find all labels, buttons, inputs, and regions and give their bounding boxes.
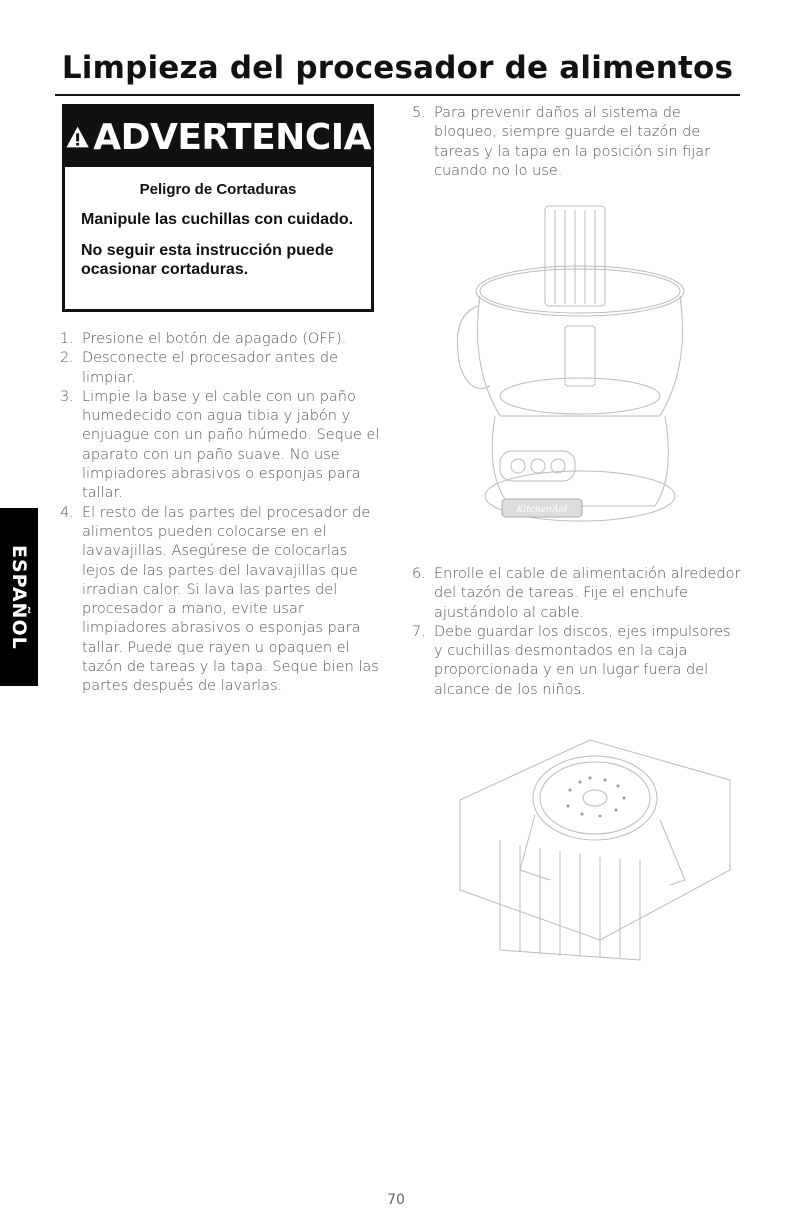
list-item [60,330,380,349]
step-text: Debe guardar los discos, ejes impulsores y cuchillas desmontados en la caja proporcionada y en un lugar fuera del alcance de los niños. [434,623,731,698]
warning-triangle-icon [65,121,90,153]
step-text: Presione el botón de apagado (OFF). [82,331,347,347]
list-item [412,623,742,700]
language-tab-label: ESPAÑOL [8,544,30,650]
title-divider [55,94,740,96]
step-number: 2. [60,350,74,367]
page-number: 70 [387,1192,405,1208]
step-text: Desconecte el procesador antes de limpiar. [82,350,339,386]
warning-header [65,107,371,167]
warning-body [65,167,371,279]
language-tab [0,508,38,686]
list-item [412,104,742,181]
list-item [60,504,380,697]
step-number: 6. [412,566,426,582]
list-item [412,565,742,623]
step-text: Enrolle el cable de alimentación alrededor del tazón de tareas. Fije el enchufe ajustándolo al cable. [434,566,741,621]
warning-subtitle: Peligro de Cortaduras [139,181,297,198]
storage-case-illustration [440,720,740,970]
food-processor-illustration [450,196,740,546]
cleaning-steps-right-top [412,104,742,181]
step-text: Para prevenir daños al sistema de bloqueo, siempre guarde el tazón de tareas y la tapa en la posición sin fijar cuando no lo use. [434,105,711,179]
step-number: 3. [60,388,74,405]
step-number: 4. [60,504,74,521]
cleaning-steps-right-bottom [412,565,742,700]
warning-line-2: No seguir esta instrucción puede ocasionar cortaduras. [81,242,334,278]
warning-box [62,104,374,312]
step-number: 7. [412,623,426,640]
warning-heading: ADVERTENCIA [93,116,371,158]
cleaning-steps-left [60,330,380,697]
warning-line-1: Manipule las cuchillas con cuidado. [81,211,354,228]
step-text: Limpie la base y el cable con un paño humedecido con agua tibia y jabón y enjuague con un paño húmedo. Seque el aparato con un paño suave. No use limpiadores abrasivos o esponjas para tallar. [82,388,380,502]
list-item [60,388,380,504]
page-title: Limpieza del procesador de alimentos [61,50,734,86]
step-text: El resto de las partes del procesador de alimentos pueden colocarse en el lavavajillas. Asegúrese de colocarlas lejos de las partes del lavavajillas que irradian calor. Si lava las partes del procesador a mano, evite usar limpiadores abrasivos o esponjas para tallar. Puede que rayen u opaquen el tazón de tareas y la tapa. Seque bien las partes después de lavarlas. [82,504,379,695]
list-item [60,349,380,388]
brand-logo: KitchenAid [516,505,568,515]
step-number: 5. [412,105,426,121]
step-number: 1. [60,331,74,347]
